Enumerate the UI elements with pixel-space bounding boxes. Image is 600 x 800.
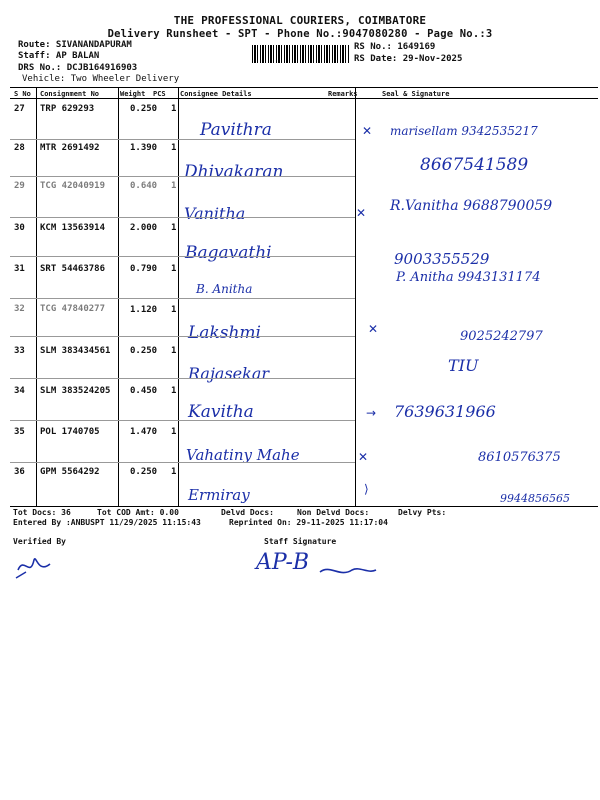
verifier-signature-icon <box>10 548 60 584</box>
total-docs: Tot Docs: 36 <box>13 508 71 517</box>
reprinted-on: Reprinted On: 29-11-2025 11:17:04 <box>229 518 388 527</box>
staff-signature: AP-B <box>256 550 310 575</box>
table-bottom-border <box>10 506 598 507</box>
row-divider <box>10 378 355 379</box>
row-pcs: 1 <box>171 143 177 153</box>
col-header-consignment: Consignment No <box>40 90 100 98</box>
consignee-handwriting: Ermiray <box>188 486 250 504</box>
row-pcs: 1 <box>171 104 177 114</box>
consignee-handwriting: Vanitha <box>184 204 246 223</box>
signature-handwriting: marisellam 9342535217 <box>390 124 538 138</box>
verified-by-label: Verified By <box>13 537 66 546</box>
tick-mark: ✕ <box>358 450 369 464</box>
row-pcs: 1 <box>171 181 177 191</box>
col-header-sno: S No <box>14 90 31 98</box>
consignee-handwriting: Lakshmi <box>188 323 261 343</box>
row-pcs: 1 <box>171 305 177 315</box>
delivery-points: Delvy Pts: <box>398 508 447 517</box>
row-divider <box>10 176 355 177</box>
row-sno: 32 <box>14 304 25 314</box>
table-top-border <box>10 87 598 88</box>
row-sno: 35 <box>14 427 25 437</box>
signature-handwriting: 9025242797 <box>460 329 543 344</box>
row-divider <box>10 217 355 218</box>
total-cod-amount: Tot COD Amt: 0.00 <box>97 508 179 517</box>
signature-handwriting: TIU <box>448 356 479 375</box>
row-divider <box>10 336 355 337</box>
signature-handwriting: R.Vanitha 9688790059 <box>390 198 553 214</box>
row-weight: 0.250 <box>130 346 158 356</box>
row-sno: 30 <box>14 223 25 233</box>
row-pcs: 1 <box>171 223 177 233</box>
tick-mark: ✕ <box>368 322 379 336</box>
row-consignment: TCG 42040919 <box>40 181 106 191</box>
row-consignment: POL 1740705 <box>40 427 100 437</box>
staff-label: Staff: AP BALAN <box>18 51 100 61</box>
row-sno: 31 <box>14 264 25 274</box>
signature-handwriting: 9944856565 <box>500 492 570 505</box>
drs-number: DRS No.: DCJB164916903 <box>18 63 138 73</box>
row-consignment: SRT 54463786 <box>40 264 106 274</box>
consignee-handwriting: Pavithra <box>200 120 272 140</box>
row-weight: 1.470 <box>130 427 158 437</box>
header-divider <box>10 98 598 99</box>
consignee-handwriting: Rajasekar <box>188 364 270 383</box>
entered-by: Entered By :ANBUSPT 11/29/2025 11:15:43 <box>13 518 201 527</box>
row-weight: 2.000 <box>130 223 158 233</box>
row-divider <box>10 139 355 140</box>
row-weight: 1.390 <box>130 143 158 153</box>
signature-handwriting: 9003355529 <box>394 250 490 268</box>
signature-handwriting: 7639631966 <box>394 402 496 421</box>
col-divider <box>178 88 179 506</box>
barcode <box>252 45 350 63</box>
row-sno: 34 <box>14 386 25 396</box>
staff-signature-flourish <box>318 560 378 580</box>
signature-handwriting: 8667541589 <box>420 155 529 175</box>
delivered-docs: Delvd Docs: <box>221 508 274 517</box>
row-pcs: 1 <box>171 264 177 274</box>
row-sno: 27 <box>14 104 25 114</box>
row-divider <box>10 462 355 463</box>
staff-signature-label: Staff Signature <box>264 537 337 546</box>
row-sno: 36 <box>14 467 25 477</box>
row-consignment: GPM 5564292 <box>40 467 100 477</box>
col-header-consignee: Consignee Details <box>180 90 252 98</box>
tick-mark: ✕ <box>356 206 367 220</box>
row-weight: 1.120 <box>130 305 158 315</box>
non-delivered-docs: Non Delvd Docs: <box>297 508 370 517</box>
row-sno: 28 <box>14 143 25 153</box>
row-weight: 0.250 <box>130 104 158 114</box>
rs-number: RS No.: 1649169 <box>354 42 436 52</box>
consignee-handwriting: Vahatiny Mahe <box>186 446 300 464</box>
row-consignment: SLM 383434561 <box>40 346 111 356</box>
consignee-handwriting: Bagavathi <box>185 243 272 263</box>
row-pcs: 1 <box>171 427 177 437</box>
route-label: Route: SIVANANDAPURAM <box>18 40 132 50</box>
row-pcs: 1 <box>171 386 177 396</box>
col-divider <box>118 88 119 506</box>
row-sno: 29 <box>14 181 25 191</box>
col-header-signature: Seal & Signature <box>382 90 450 98</box>
row-divider <box>10 420 355 421</box>
row-consignment: MTR 2691492 <box>40 143 100 153</box>
col-divider <box>36 88 37 506</box>
consignee-handwriting: B. Anitha <box>196 282 253 296</box>
row-consignment: TRP 629293 <box>40 104 95 114</box>
row-pcs: 1 <box>171 346 177 356</box>
col-header-pcs: PCS <box>153 90 166 98</box>
signature-handwriting: 8610576375 <box>478 450 561 465</box>
row-divider <box>10 298 355 299</box>
tick-mark: ✕ <box>362 124 373 138</box>
vehicle-label: Vehicle: Two Wheeler Delivery <box>22 74 180 84</box>
row-weight: 0.250 <box>130 467 158 477</box>
row-weight: 0.450 <box>130 386 158 396</box>
signature-handwriting: P. Anitha 9943131174 <box>396 270 541 285</box>
row-sno: 33 <box>14 346 25 356</box>
col-divider <box>355 88 356 506</box>
company-title: THE PROFESSIONAL COURIERS, COIMBATORE <box>173 14 427 27</box>
row-consignment: TCG 47840277 <box>40 304 106 314</box>
rs-date: RS Date: 29-Nov-2025 <box>354 54 463 64</box>
col-header-weight: Weight <box>120 90 146 98</box>
runsheet-subtitle: Delivery Runsheet - SPT - Phone No.:9047080280 - Page No.:3 <box>107 28 493 40</box>
row-weight: 0.640 <box>130 181 158 191</box>
consignee-handwriting: Kavitha <box>188 402 254 422</box>
row-consignment: SLM 383524205 <box>40 386 111 396</box>
consignee-handwriting: Dhivakaran <box>184 162 284 182</box>
row-weight: 0.790 <box>130 264 158 274</box>
row-pcs: 1 <box>171 467 177 477</box>
row-divider <box>10 256 355 257</box>
row-consignment: KCM 13563914 <box>40 223 106 233</box>
col-header-remarks: Remarks <box>328 90 358 98</box>
tick-mark: → <box>366 406 377 420</box>
tick-mark: ⟩ <box>364 482 369 496</box>
